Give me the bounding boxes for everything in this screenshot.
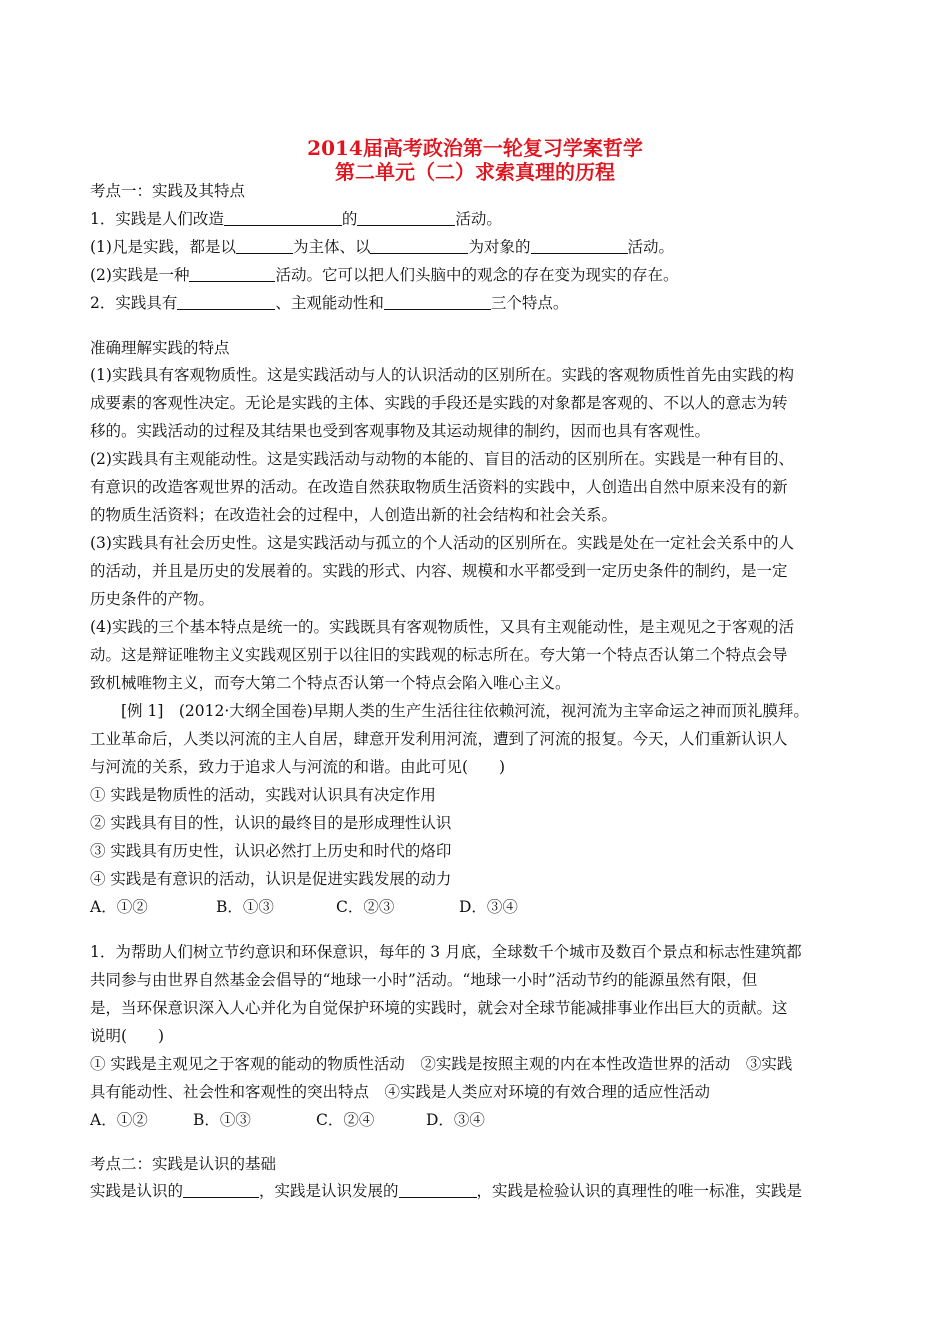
answer-blank bbox=[189, 265, 275, 282]
paragraph-line: 动。这是辩证唯物主义实践观区别于以往旧的实践观的标志所在。夸大第一个特点否认第二个特点会导 bbox=[90, 646, 788, 664]
fill-question-kaodian2: 实践是认识的 ，实践是认识发展的 ，实践是检验认识的真理性的唯一标准，实践是 bbox=[90, 1182, 803, 1200]
paragraph-line: 致机械唯物主义，而夸大第二个特点否认第一个特点会陷入唯心主义。 bbox=[90, 674, 571, 692]
answer-blank bbox=[183, 1181, 259, 1198]
answer-blank bbox=[177, 293, 275, 310]
section-heading-kaodian1: 考点一：实践及其特点 bbox=[90, 182, 246, 200]
paragraph-line: (4)实践的三个基本特点是统一的。实践既具有客观物质性，又具有主观能动性，是主观见之于客观的活 bbox=[90, 618, 794, 636]
section-heading-kaodian2: 考点二：实践是认识的基础 bbox=[90, 1155, 277, 1173]
paragraph-line: (2)实践具有主观能动性。这是实践活动与动物的本能的、盲目的活动的区别所在。实践是一种有目的、 bbox=[90, 450, 794, 468]
fill-question-1-1: (1)凡是实践，都是以 为主体、以 为对象的 活动。 bbox=[90, 238, 675, 256]
option-a: A．①② bbox=[90, 898, 148, 916]
question-statement-line: ① 实践是主观见之于客观的能动的物质性活动 ②实践是按照主观的内在本性改造世界的活动 ③实践 bbox=[90, 1055, 793, 1073]
example-statement: ① 实践是物质性的活动，实践对认识具有决定作用 bbox=[90, 786, 436, 804]
document-title: 2014届高考政治第一轮复习学案哲学 bbox=[307, 136, 643, 160]
option-c: C．②③ bbox=[336, 898, 395, 916]
answer-blank bbox=[384, 293, 491, 310]
answer-blank bbox=[399, 1181, 477, 1198]
paragraph-line: 有意识的改造客观世界的活动。在改造自然获取物质生活资料的实践中，人创造出自然中原来没有的新 bbox=[90, 478, 788, 496]
fill-question-2: 2．实践具有 、主观能动性和 三个特点。 bbox=[90, 294, 569, 312]
answer-blank bbox=[370, 237, 468, 254]
question-stem-line: 共同参与由世界自然基金会倡导的“地球一小时”活动。“地球一小时”活动节约的能源虽然有限，但 bbox=[90, 971, 758, 989]
answer-blank bbox=[224, 209, 342, 226]
option-d: D．③④ bbox=[459, 898, 518, 916]
example-stem-line: 工业革命后，人类以河流的主人自居，肆意开发利用河流，遭到了河流的报复。今天，人们重新认识人 bbox=[90, 730, 788, 748]
option-b: B．①③ bbox=[216, 898, 274, 916]
example-statement: ④ 实践是有意识的活动，认识是促进实践发展的动力 bbox=[90, 870, 452, 888]
question-stem-line: 1．为帮助人们树立节约意识和环保意识，每年的 3 月底，全球数千个城市及数百个景点和标志性建筑都 bbox=[90, 943, 802, 961]
example-stem-line: [例 1] (2012·大纲全国卷)早期人类的生产生活往往依赖河流，视河流为主宰命运之神而顶礼膜拜。 bbox=[121, 702, 809, 720]
example-statement: ③ 实践具有历史性，认识必然打上历史和时代的烙印 bbox=[90, 842, 452, 860]
answer-blank bbox=[236, 237, 293, 254]
document-subtitle: 第二单元（二）求索真理的历程 bbox=[335, 160, 615, 184]
fill-question-1: 1．实践是人们改造 的 活动。 bbox=[90, 210, 502, 228]
option-c: C．②④ bbox=[316, 1111, 375, 1129]
question-stem-line: 说明( ) bbox=[90, 1027, 165, 1045]
option-b: B．①③ bbox=[193, 1111, 251, 1129]
option-d: D．③④ bbox=[426, 1111, 485, 1129]
answer-blank bbox=[357, 209, 455, 226]
question-statement-line: 具有能动性、社会性和客观性的突出特点 ④实践是人类应对环境的有效合理的适应性活动 bbox=[90, 1083, 711, 1101]
example-statement: ② 实践具有目的性，认识的最终目的是形成理性认识 bbox=[90, 814, 452, 832]
paragraph-line: 的活动，并且是历史的发展着的。实践的形式、内容、规模和水平都受到一定历史条件的制约，是一定 bbox=[90, 562, 788, 580]
paragraph-line: 历史条件的产物。 bbox=[90, 590, 215, 608]
example-stem-line: 与河流的关系，致力于追求人与河流的和谐。由此可见( ) bbox=[90, 758, 506, 776]
paragraph-line: 移的。实践活动的过程及其结果也受到客观事物及其运动规律的制约，因而也具有客观性。 bbox=[90, 422, 711, 440]
paragraph-line: (1)实践具有客观物质性。这是实践活动与人的认识活动的区别所在。实践的客观物质性首先由实践的构 bbox=[90, 366, 794, 384]
paragraph-line: 成要素的客观性决定。无论是实践的主体、实践的手段还是实践的对象都是客观的、不以人的意志为转 bbox=[90, 394, 788, 412]
paragraph-line: (3)实践具有社会历史性。这是实践活动与孤立的个人活动的区别所在。实践是处在一定社会关系中的人 bbox=[90, 534, 794, 552]
answer-blank bbox=[531, 237, 628, 254]
paragraph-line: 的物质生活资料；在改造社会的过程中，人创造出新的社会结构和社会关系。 bbox=[90, 506, 618, 524]
fill-question-1-2: (2)实践是一种 活动。它可以把人们头脑中的观念的存在变为现实的存在。 bbox=[90, 266, 679, 284]
question-stem-line: 是，当环保意识深入人心并化为自觉保护环境的实践时，就会对全球节能减排事业作出巨大的贡献。这 bbox=[90, 999, 788, 1017]
section-heading-understand: 准确理解实践的特点 bbox=[90, 339, 230, 357]
option-a: A．①② bbox=[90, 1111, 148, 1129]
